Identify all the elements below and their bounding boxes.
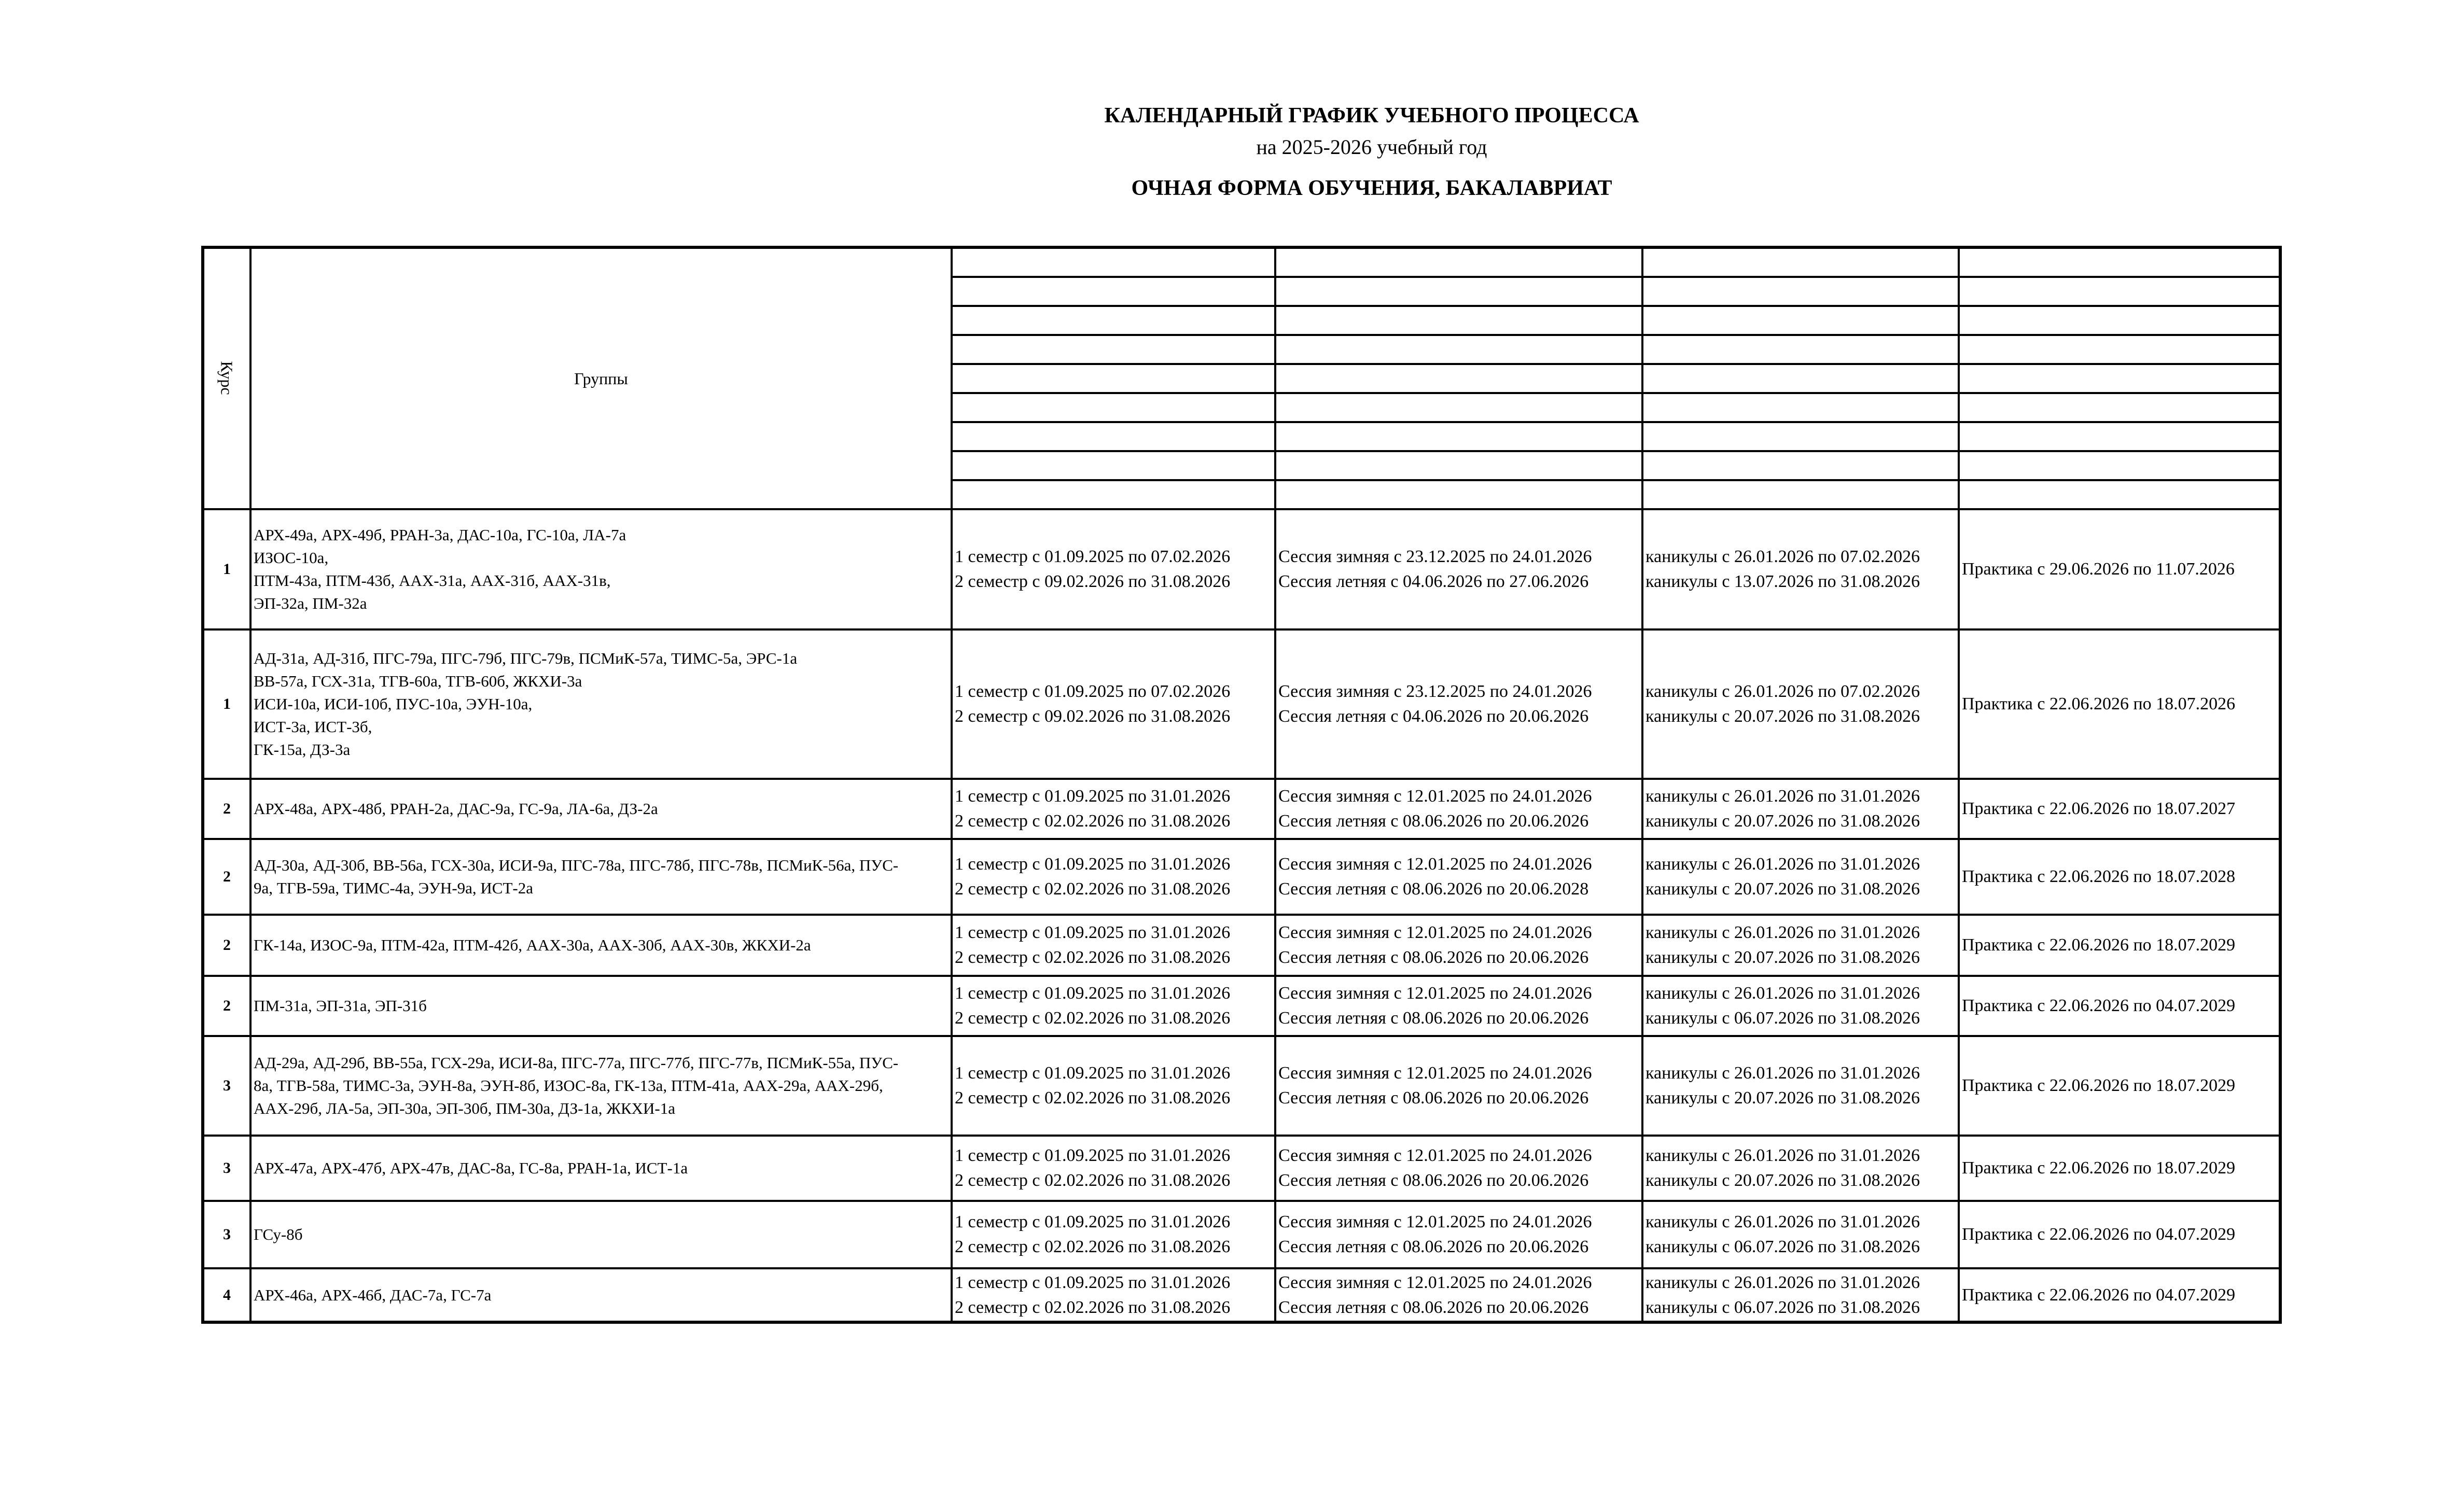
text-line: каникулы с 06.07.2026 по 31.08.2026 [1646,1237,1920,1256]
header-blank-cell [1275,277,1642,306]
header-blank-cell [1959,247,2280,277]
practice-cell: Практика с 22.06.2026 по 18.07.2028 [1959,839,2280,915]
text-line: Сессия летняя с 08.06.2026 по 20.06.2026 [1278,1009,1589,1028]
groups-cell [250,839,952,915]
holidays-cell [1642,1136,1959,1201]
header-blank-cell [1642,451,1959,480]
text-line: каникулы с 13.07.2026 по 31.08.2026 [1646,572,1920,591]
text-line: каникулы с 26.01.2026 по 31.01.2026 [1646,1272,1920,1292]
text-line: 9а, ТГВ-59а, ТИМС-4а, ЭУН-9а, ИСТ-2а [254,879,533,897]
text-line: 1 семестр с 01.09.2025 по 07.02.2026 [955,682,1231,701]
text-line: Сессия зимняя с 12.01.2025 по 24.01.2026 [1278,923,1592,942]
page-title: КАЛЕНДАРНЫЙ ГРАФИК УЧЕБНОГО ПРОЦЕССА [1104,104,1639,128]
practice-cell: Практика с 22.06.2026 по 04.07.2029 [1959,1201,2280,1268]
groups-cell [250,779,952,839]
text-line: Сессия зимняя с 12.01.2025 по 24.01.2026 [1278,984,1592,1003]
holidays-cell [1642,1201,1959,1268]
header-blank-cell [1959,422,2280,451]
table-row [203,1136,2280,1201]
course-cell: 2 [203,839,250,915]
text-line: 2 семестр с 02.02.2026 по 31.08.2026 [955,948,1231,967]
text-line: Сессия зимняя с 12.01.2025 по 24.01.2026 [1278,1212,1592,1231]
table-row [203,839,2280,915]
groups-cell [250,1201,952,1268]
semesters-cell [952,915,1275,976]
text-line: 8а, ТГВ-58а, ТИМС-3а, ЭУН-8а, ЭУН-8б, ИЗОС-8а, ГК-13а, ПТМ-41а, ААХ-29а, ААХ-29б, [254,1076,883,1095]
text-line: Сессия летняя с 08.06.2026 по 20.06.2028 [1278,879,1589,899]
text-line: ГК-15а, ДЗ-3а [254,740,351,759]
text-line: 1 семестр с 01.09.2025 по 07.02.2026 [955,547,1231,566]
header-blank-cell [1642,247,1959,277]
header-blank-cell [1275,247,1642,277]
table-row [203,779,2280,839]
course-cell: 1 [203,509,250,629]
course-cell: 1 [203,629,250,779]
practice-cell: Практика с 22.06.2026 по 18.07.2029 [1959,1036,2280,1136]
text-line: 2 семестр с 09.02.2026 по 31.08.2026 [955,707,1231,726]
text-line: 2 семестр с 09.02.2026 по 31.08.2026 [955,572,1231,591]
text-line: каникулы с 26.01.2026 по 31.01.2026 [1646,923,1920,942]
header-blank-cell [1275,335,1642,364]
semesters-cell [952,1268,1275,1322]
text-line: АРХ-46а, АРХ-46б, ДАС-7а, ГС-7а [254,1285,492,1304]
text-line: ГК-14а, ИЗОС-9а, ПТМ-42а, ПТМ-42б, ААХ-30а, ААХ-30б, ААХ-30в, ЖКХИ-2а [254,936,811,954]
text-line: каникулы с 06.07.2026 по 31.08.2026 [1646,1297,1920,1317]
practice-cell: Практика с 22.06.2026 по 18.07.2027 [1959,779,2280,839]
header-blank-cell [1959,306,2280,335]
header-blank-cell [952,335,1275,364]
text-line: 2 семестр с 02.02.2026 по 31.08.2026 [955,1297,1231,1317]
text-line: 1 семестр с 01.09.2025 по 31.01.2026 [955,1146,1231,1165]
header-blank-cell [1275,364,1642,393]
text-line: 1 семестр с 01.09.2025 по 31.01.2026 [955,1063,1231,1083]
holidays-cell [1642,976,1959,1036]
table-row [203,629,2280,779]
text-line: Сессия летняя с 08.06.2026 по 20.06.2026 [1278,1171,1589,1190]
page-subtitle: на 2025-2026 учебный год [1256,135,1487,159]
header-blank-cell [952,364,1275,393]
text-line: каникулы с 20.07.2026 по 31.08.2026 [1646,1171,1920,1190]
course-header: Курс [217,361,236,395]
practice-cell: Практика с 22.06.2026 по 18.07.2026 [1959,629,2280,779]
text-line: 2 семестр с 02.02.2026 по 31.08.2026 [955,1237,1231,1256]
course-cell: 2 [203,779,250,839]
course-cell: 2 [203,976,250,1036]
groups-cell [250,1136,952,1201]
header-blank-cell [1959,335,2280,364]
header-blank-cell [1275,422,1642,451]
text-line: 1 семестр с 01.09.2025 по 31.01.2026 [955,984,1231,1003]
header-blank-cell [952,277,1275,306]
text-line: 1 семестр с 01.09.2025 по 31.01.2026 [955,1272,1231,1292]
header-blank-cell [952,306,1275,335]
header-blank-cell [1642,364,1959,393]
text-line: ГСу-8б [254,1225,303,1243]
table-row [203,1201,2280,1268]
sessions-cell [1275,1136,1642,1201]
sessions-cell [1275,509,1642,629]
text-line: ЭП-32а, ПМ-32а [254,594,367,612]
sessions-cell [1275,629,1642,779]
holidays-cell [1642,1036,1959,1136]
groups-cell [250,1036,952,1136]
semesters-cell [952,1136,1275,1201]
text-line: каникулы с 20.07.2026 по 31.08.2026 [1646,707,1920,726]
text-line: каникулы с 20.07.2026 по 31.08.2026 [1646,811,1920,831]
course-header-cell [203,247,250,509]
sessions-cell [1275,1201,1642,1268]
header-blank-cell [1959,393,2280,422]
text-line: каникулы с 06.07.2026 по 31.08.2026 [1646,1009,1920,1028]
text-line: ВВ-57а, ГСХ-31а, ТГВ-60а, ТГВ-60б, ЖКХИ-3а [254,672,582,690]
course-cell: 2 [203,915,250,976]
text-line: Сессия летняя с 08.06.2026 по 20.06.2026 [1278,948,1589,967]
header-blank-cell [1642,422,1959,451]
sessions-cell [1275,976,1642,1036]
text-line: ИСИ-10а, ИСИ-10б, ПУС-10а, ЭУН-10а, [254,695,533,713]
header-blank-cell [1959,277,2280,306]
text-line: Сессия зимняя с 12.01.2025 по 24.01.2026 [1278,1146,1592,1165]
text-line: каникулы с 20.07.2026 по 31.08.2026 [1646,948,1920,967]
semesters-cell [952,976,1275,1036]
text-line: 1 семестр с 01.09.2025 по 31.01.2026 [955,923,1231,942]
text-line: ИЗОС-10а, [254,549,329,567]
text-line: Сессия зимняя с 12.01.2025 по 24.01.2026 [1278,787,1592,806]
text-line: 2 семестр с 02.02.2026 по 31.08.2026 [955,1009,1231,1028]
header-blank-cell [952,247,1275,277]
header-blank-cell [1642,393,1959,422]
text-line: каникулы с 26.01.2026 по 31.01.2026 [1646,1146,1920,1165]
text-line: Сессия летняя с 08.06.2026 по 20.06.2026 [1278,1088,1589,1108]
table-row [203,915,2280,976]
text-line: Сессия зимняя с 23.12.2025 по 24.01.2026 [1278,547,1592,566]
header-blank-cell [952,422,1275,451]
semesters-cell [952,1201,1275,1268]
header-blank-cell [1642,480,1959,509]
study-form-heading: ОЧНАЯ ФОРМА ОБУЧЕНИЯ, БАКАЛАВРИАТ [1131,176,1612,200]
text-line: каникулы с 26.01.2026 по 31.01.2026 [1646,1212,1920,1231]
text-line: 2 семестр с 02.02.2026 по 31.08.2026 [955,811,1231,831]
holidays-cell [1642,915,1959,976]
course-cell: 4 [203,1268,250,1322]
text-line: каникулы с 26.01.2026 по 07.02.2026 [1646,682,1920,701]
text-line: ПМ-31а, ЭП-31а, ЭП-31б [254,997,427,1015]
text-line: 1 семестр с 01.09.2025 по 31.01.2026 [955,1212,1231,1231]
text-line: 2 семестр с 02.02.2026 по 31.08.2026 [955,879,1231,899]
header-blank-cell [1959,451,2280,480]
sessions-cell [1275,839,1642,915]
text-line: каникулы с 20.07.2026 по 31.08.2026 [1646,879,1920,899]
table-row [203,1268,2280,1322]
groups-cell [250,1268,952,1322]
header-row [203,247,2280,277]
practice-cell: Практика с 29.06.2026 по 11.07.2026 [1959,509,2280,629]
holidays-cell [1642,509,1959,629]
sessions-cell [1275,1268,1642,1322]
semesters-cell [952,1036,1275,1136]
holidays-cell [1642,629,1959,779]
groups-cell [250,976,952,1036]
header-blank-cell [1275,393,1642,422]
text-line: ПТМ-43а, ПТМ-43б, ААХ-31а, ААХ-31б, ААХ-31в, [254,571,611,590]
text-line: 2 семестр с 02.02.2026 по 31.08.2026 [955,1171,1231,1190]
practice-cell: Практика с 22.06.2026 по 18.07.2029 [1959,1136,2280,1201]
header-blank-cell [1275,451,1642,480]
semesters-cell [952,629,1275,779]
header-blank-cell [952,451,1275,480]
groups-cell [250,509,952,629]
groups-header: Группы [250,247,952,509]
text-line: Сессия летняя с 08.06.2026 по 20.06.2026 [1278,811,1589,831]
text-line: АД-29а, АД-29б, ВВ-55а, ГСХ-29а, ИСИ-8а, ПГС-77а, ПГС-77б, ПГС-77в, ПСМиК-55а, ПУС- [254,1054,899,1072]
text-line: Сессия летняя с 08.06.2026 по 20.06.2026 [1278,1237,1589,1256]
semesters-cell [952,509,1275,629]
semesters-cell [952,779,1275,839]
holidays-cell [1642,779,1959,839]
text-line: АД-30а, АД-30б, ВВ-56а, ГСХ-30а, ИСИ-9а, ПГС-78а, ПГС-78б, ПГС-78в, ПСМиК-56а, ПУС- [254,856,899,874]
holidays-cell [1642,1268,1959,1322]
text-line: ИСТ-3а, ИСТ-3б, [254,718,372,736]
header-blank-cell [1959,364,2280,393]
header-blank-cell [1959,480,2280,509]
semesters-cell [952,839,1275,915]
practice-cell: Практика с 22.06.2026 по 04.07.2029 [1959,1268,2280,1322]
header-blank-cell [1642,277,1959,306]
text-line: АРХ-49а, АРХ-49б, РРАН-3а, ДАС-10а, ГС-10а, ЛА-7а [254,526,626,544]
text-line: Сессия летняя с 04.06.2026 по 27.06.2026 [1278,572,1589,591]
text-line: АРХ-47а, АРХ-47б, АРХ-47в, ДАС-8а, ГС-8а, РРАН-1а, ИСТ-1а [254,1159,688,1177]
header-blank-cell [1275,480,1642,509]
sessions-cell [1275,1036,1642,1136]
sessions-cell [1275,915,1642,976]
text-line: Сессия летняя с 04.06.2026 по 20.06.2026 [1278,707,1589,726]
text-line: каникулы с 26.01.2026 по 31.01.2026 [1646,855,1920,874]
text-line: Сессия летняя с 08.06.2026 по 20.06.2026 [1278,1297,1589,1317]
text-line: каникулы с 20.07.2026 по 31.08.2026 [1646,1088,1920,1108]
groups-cell [250,915,952,976]
text-line: каникулы с 26.01.2026 по 31.01.2026 [1646,984,1920,1003]
table-row [203,1036,2280,1136]
text-line: АД-31а, АД-31б, ПГС-79а, ПГС-79б, ПГС-79в, ПСМиК-57а, ТИМС-5а, ЭРС-1а [254,649,798,667]
text-line: Сессия зимняя с 12.01.2025 по 24.01.2026 [1278,1063,1592,1083]
header-blank-cell [1642,335,1959,364]
header-blank-cell [1275,306,1642,335]
text-line: 2 семестр с 02.02.2026 по 31.08.2026 [955,1088,1231,1108]
practice-cell: Практика с 22.06.2026 по 18.07.2029 [1959,915,2280,976]
text-line: 1 семестр с 01.09.2025 по 31.01.2026 [955,787,1231,806]
groups-cell [250,629,952,779]
text-line: каникулы с 26.01.2026 по 31.01.2026 [1646,1063,1920,1083]
text-line: Сессия зимняя с 23.12.2025 по 24.01.2026 [1278,682,1592,701]
text-line: Сессия зимняя с 12.01.2025 по 24.01.2026 [1278,855,1592,874]
text-line: 1 семестр с 01.09.2025 по 31.01.2026 [955,855,1231,874]
practice-cell: Практика с 22.06.2026 по 04.07.2029 [1959,976,2280,1036]
text-line: ААХ-29б, ЛА-5а, ЭП-30а, ЭП-30б, ПМ-30а, ДЗ-1а, ЖКХИ-1а [254,1099,676,1117]
header-blank-cell [952,480,1275,509]
sessions-cell [1275,779,1642,839]
text-line: каникулы с 26.01.2026 по 07.02.2026 [1646,547,1920,566]
course-cell: 3 [203,1036,250,1136]
course-cell: 3 [203,1201,250,1268]
table-row [203,509,2280,629]
schedule-table [201,246,2282,1324]
text-line: каникулы с 26.01.2026 по 31.01.2026 [1646,787,1920,806]
holidays-cell [1642,839,1959,915]
course-cell: 3 [203,1136,250,1201]
text-line: АРХ-48а, АРХ-48б, РРАН-2а, ДАС-9а, ГС-9а, ЛА-6а, ДЗ-2а [254,800,658,818]
header-blank-cell [952,393,1275,422]
header-blank-cell [1642,306,1959,335]
table-row [203,976,2280,1036]
text-line: Сессия зимняя с 12.01.2025 по 24.01.2026 [1278,1272,1592,1292]
